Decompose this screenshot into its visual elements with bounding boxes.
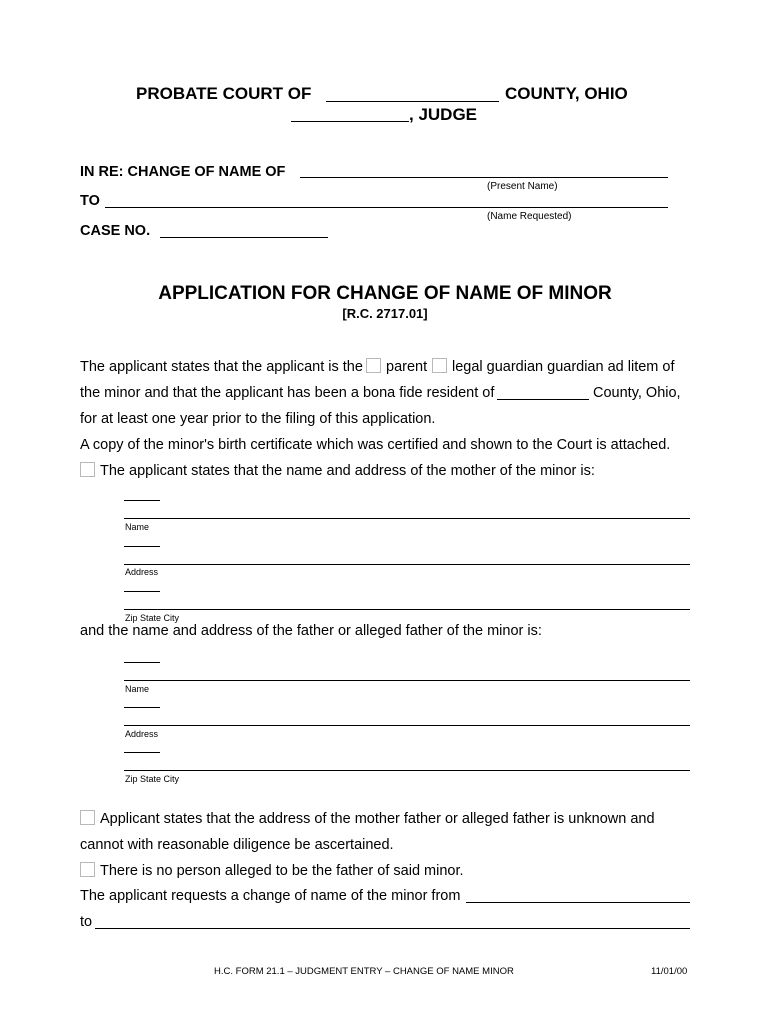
unknown-address-statement: Applicant states that the address of the mother father or alleged father is unknown and xyxy=(100,811,655,827)
mother-name-label: Name xyxy=(125,522,150,532)
father-short-line xyxy=(124,707,160,708)
no-father-checkbox[interactable] xyxy=(80,862,95,877)
name-requested-field[interactable] xyxy=(105,207,668,208)
guardian-label: legal guardian guardian ad litem of xyxy=(452,359,675,375)
form-id: H.C. FORM 21.1 – JUDGMENT ENTRY – CHANGE OF NAME MINOR xyxy=(214,966,514,977)
mother-short-line xyxy=(124,500,160,501)
court-suffix: COUNTY, OHIO xyxy=(505,84,628,103)
birth-cert-text: A copy of the minor's birth certificate which was certified and shown to the Court is attached. xyxy=(80,437,671,453)
judge-blank[interactable] xyxy=(291,121,409,122)
to-name-field[interactable] xyxy=(95,928,690,929)
form-date: 11/01/00 xyxy=(651,966,688,977)
father-zip-field[interactable] xyxy=(124,770,690,771)
mother-zip-label: Zip State City xyxy=(125,613,180,623)
mother-statement: The applicant states that the name and address of the mother of the minor is: xyxy=(100,463,595,479)
mother-short-line xyxy=(124,546,160,547)
guardian-checkbox[interactable] xyxy=(432,358,447,373)
father-address-label: Address xyxy=(125,729,159,739)
parent-checkbox[interactable] xyxy=(366,358,381,373)
court-prefix: PROBATE COURT OF xyxy=(136,84,312,103)
father-short-line xyxy=(124,662,160,663)
no-father-statement: There is no person alleged to be the father of said minor. xyxy=(100,863,464,879)
request-to-text: to xyxy=(80,914,93,930)
mother-short-line xyxy=(124,591,160,592)
request-from-text: The applicant requests a change of name of the minor from xyxy=(80,888,461,904)
applicant-is-text: The applicant states that the applicant is the xyxy=(80,359,363,375)
one-year-text: for at least one year prior to the filing of this application. xyxy=(80,411,436,427)
name-requested-note: (Name Requested) xyxy=(487,211,572,222)
mother-address-field[interactable] xyxy=(124,564,690,565)
case-no-field[interactable] xyxy=(160,237,328,238)
parent-label: parent xyxy=(386,359,428,375)
father-name-field[interactable] xyxy=(124,680,690,681)
case-no-label: CASE NO. xyxy=(80,223,151,239)
residency-text: the minor and that the applicant has been a bona fide resident of xyxy=(80,385,495,401)
to-label: TO xyxy=(80,193,100,209)
from-name-field[interactable] xyxy=(466,902,690,903)
mother-name-field[interactable] xyxy=(124,518,690,519)
statute-ref: [R.C. 2717.01] xyxy=(342,306,428,321)
father-statement: and the name and address of the father or alleged father of the minor is: xyxy=(80,623,542,639)
judge-suffix: , JUDGE xyxy=(409,105,478,124)
father-address-field[interactable] xyxy=(124,725,690,726)
mother-zip-field[interactable] xyxy=(124,609,690,610)
present-name-field[interactable] xyxy=(300,177,668,178)
father-zip-label: Zip State City xyxy=(125,774,180,784)
county-ohio-text: County, Ohio, xyxy=(593,385,681,401)
father-short-line xyxy=(124,752,160,753)
present-name-note: (Present Name) xyxy=(487,181,558,192)
residency-county-field[interactable] xyxy=(497,399,589,400)
mother-address-label: Address xyxy=(125,567,159,577)
in-re-label: IN RE: CHANGE OF NAME OF xyxy=(80,164,286,180)
page-title: APPLICATION FOR CHANGE OF NAME OF MINOR xyxy=(158,283,612,304)
county-blank[interactable] xyxy=(326,101,499,102)
unknown-address-checkbox[interactable] xyxy=(80,810,95,825)
mother-checkbox[interactable] xyxy=(80,462,95,477)
diligence-text: cannot with reasonable diligence be ascertained. xyxy=(80,837,394,853)
father-name-label: Name xyxy=(125,684,150,694)
